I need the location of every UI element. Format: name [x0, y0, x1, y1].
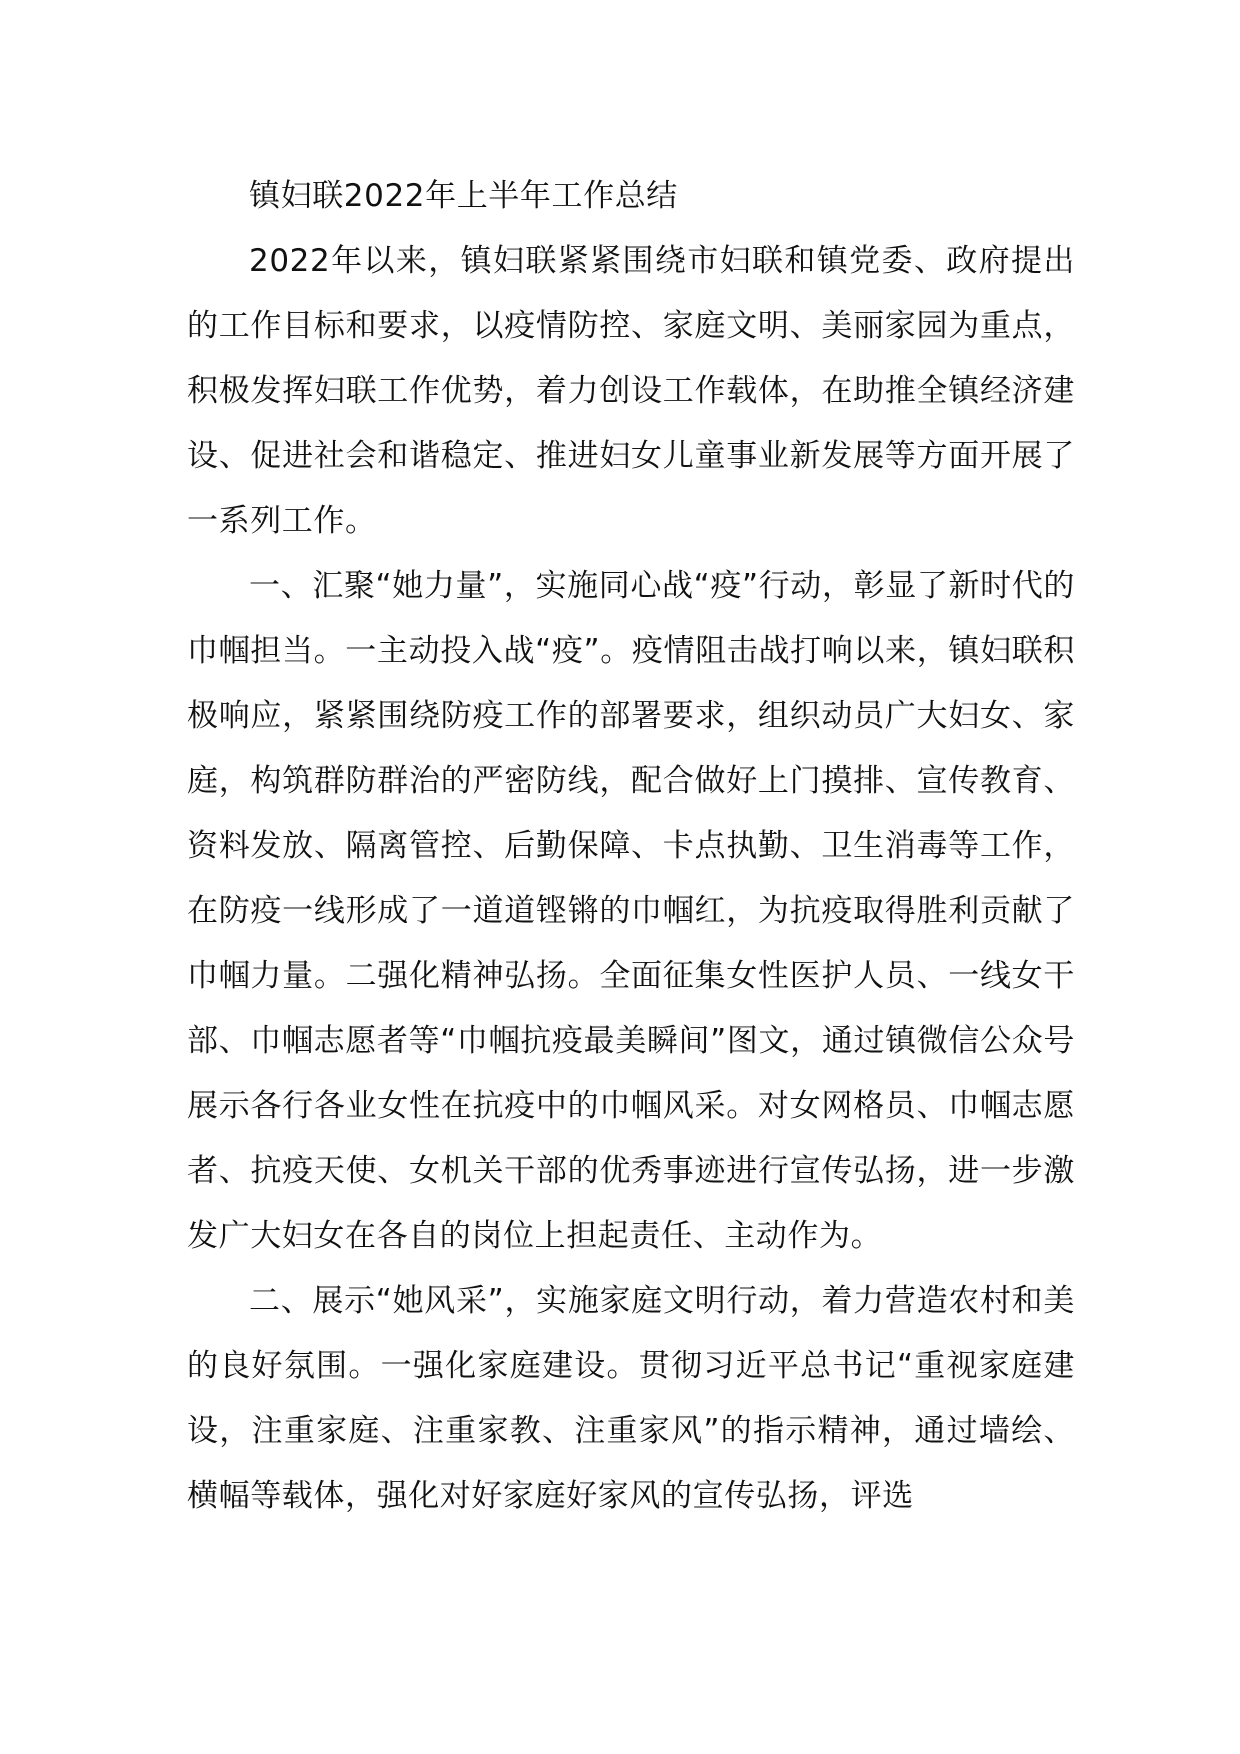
paragraph-section-2: 二、展示“她风采”，实施家庭文明行动，着力营造农村和美的良好氛围。一强化家庭建设。贯彻习近平总书记“重视家庭建设，注重家庭、注重家教、注重家风”的指示精神，通过墙绘、横幅等载体，强化对好家庭好家风的宣传弘扬，评选 — [187, 1283, 1075, 1514]
document-title: 镇妇联2022年上半年工作总结 — [249, 178, 678, 214]
document-body — [187, 164, 1075, 1529]
paragraph-section-1: 一、汇聚“她力量”，实施同心战“疫”行动，彰显了新时代的巾帼担当。一主动投入战“疫”。疫情阻击战打响以来，镇妇联积极响应，紧紧围绕防疫工作的部署要求，组织动员广大妇女、家庭，构筑群防群治的严密防线，配合做好上门摸排、宣传教育、资料发放、隔离管控、后勤保障、卡点执勤、卫生消毒等工作，在防疫一线形成了一道道铿锵的巾帼红，为抗疫取得胜利贡献了巾帼力量。二强化精神弘扬。全面征集女性医护人员、一线女干部、巾帼志愿者等“巾帼抗疫最美瞬间”图文，通过镇微信公众号展示各行各业女性在抗疫中的巾帼风采。对女网格员、巾帼志愿者、抗疫天使、女机关干部的优秀事迹进行宣传弘扬，进一步激发广大妇女在各自的岗位上担起责任、主动作为。 — [187, 568, 1075, 1254]
paragraph-intro: 2022年以来，镇妇联紧紧围绕市妇联和镇党委、政府提出的工作目标和要求，以疫情防控、家庭文明、美丽家园为重点，积极发挥妇联工作优势，着力创设工作载体，在助推全镇经济建设、促进社会和谐稳定、推进妇女儿童事业新发展等方面开展了一系列工作。 — [187, 243, 1075, 539]
